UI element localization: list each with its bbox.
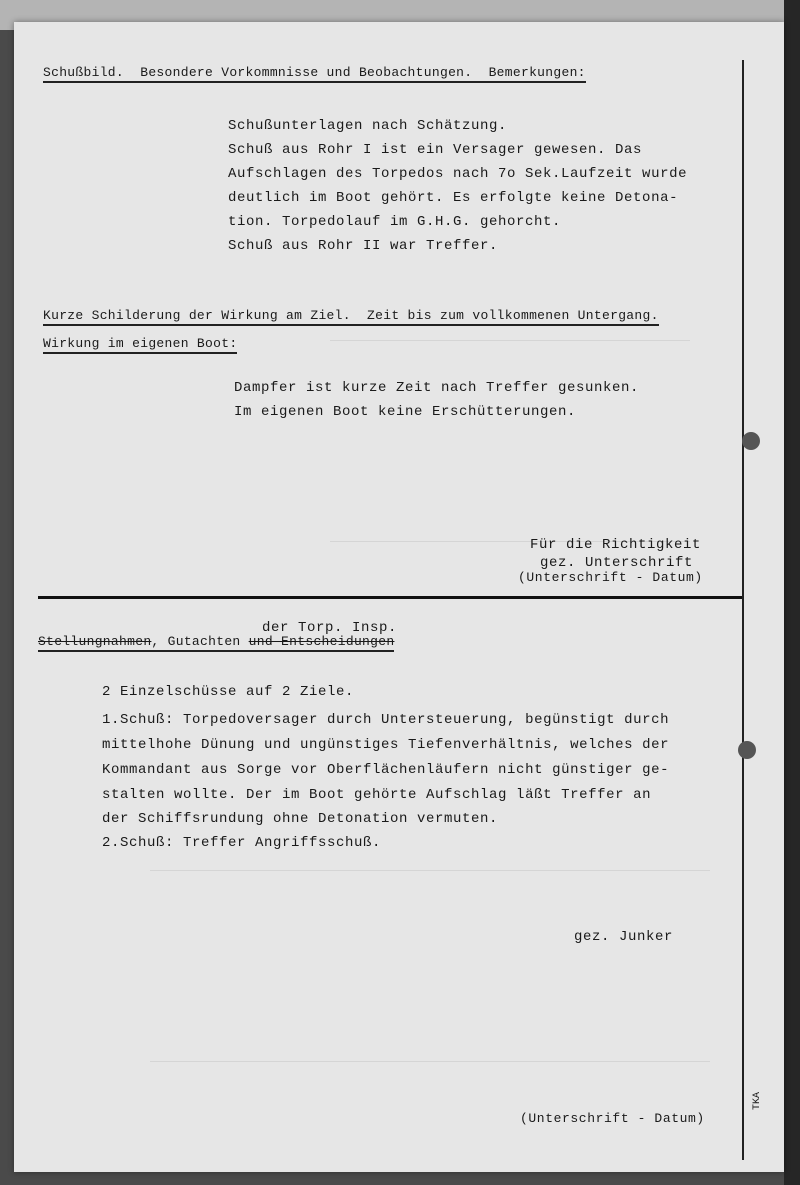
opinion-line: 1.Schuß: Torpedoversager durch Untersteuerung, begünstigt durch <box>102 712 670 728</box>
inserted-authority-note: der Torp. Insp. <box>262 620 398 636</box>
opinion-line: stalten wollte. Der im Boot gehörte Aufschlag läßt Treffer an <box>102 787 652 803</box>
signed-note: gez. Unterschrift <box>540 555 694 571</box>
punch-hole-lower <box>738 741 756 759</box>
signature-date-caption: (Unterschrift - Datum) <box>518 570 703 585</box>
section-divider-rule <box>38 596 742 599</box>
final-signature-caption: (Unterschrift - Datum) <box>520 1111 705 1126</box>
remarks-line: Schußunterlagen nach Schätzung. <box>228 118 508 134</box>
effect-line: Im eigenen Boot keine Erschütterungen. <box>234 404 577 420</box>
effect-line: Dampfer ist kurze Zeit nach Treffer gesunken. <box>234 380 640 396</box>
remarks-line: deutlich im Boot gehört. Es erfolgte keine Detona- <box>228 190 679 206</box>
opinion-line: mittelhohe Dünung und ungünstiges Tiefenverhältnis, welches der <box>102 737 670 753</box>
effect-own-boat-header: Wirkung im eigenen Boot: <box>43 336 237 354</box>
opinion-line: Kommandant aus Sorge vor Oberflächenläufern nicht günstiger ge- <box>102 762 670 778</box>
effect-on-target-header: Kurze Schilderung der Wirkung am Ziel. Zeit bis zum vollkommenen Untergang. <box>43 308 659 326</box>
struck-word-right: und Entscheidungen <box>248 634 395 649</box>
struck-word-left: Stellungnahmen <box>38 634 152 649</box>
remarks-line: Aufschlagen des Torpedos nach 7o Sek.Laufzeit wurde <box>228 166 688 182</box>
signed-junker: gez. Junker <box>574 929 674 945</box>
bleed-through-texture-lower <box>150 870 710 1062</box>
opinion-line: 2.Schuß: Treffer Angriffsschuß. <box>102 835 382 851</box>
right-margin-rule <box>742 60 744 1160</box>
bleed-through-texture <box>330 340 690 542</box>
opinion-header <box>38 634 394 652</box>
remarks-line: Schuß aus Rohr I ist ein Versager gewesen. Das <box>228 142 643 158</box>
remarks-line: Schuß aus Rohr II war Treffer. <box>228 238 499 254</box>
opinion-line: 2 Einzelschüsse auf 2 Ziele. <box>102 684 355 700</box>
scan-background-right <box>784 0 800 1185</box>
margin-note: TKA <box>752 1091 763 1110</box>
remarks-line: tion. Torpedolauf im G.H.G. gehorcht. <box>228 214 562 230</box>
opinion-header-middle: , Gutachten <box>151 634 249 649</box>
punch-hole-upper <box>742 432 760 450</box>
remarks-header: Schußbild. Besondere Vorkommnisse und Beobachtungen. Bemerkungen: <box>43 65 586 83</box>
correctness-note: Für die Richtigkeit <box>530 537 702 553</box>
opinion-line: der Schiffsrundung ohne Detonation vermuten. <box>102 811 499 827</box>
